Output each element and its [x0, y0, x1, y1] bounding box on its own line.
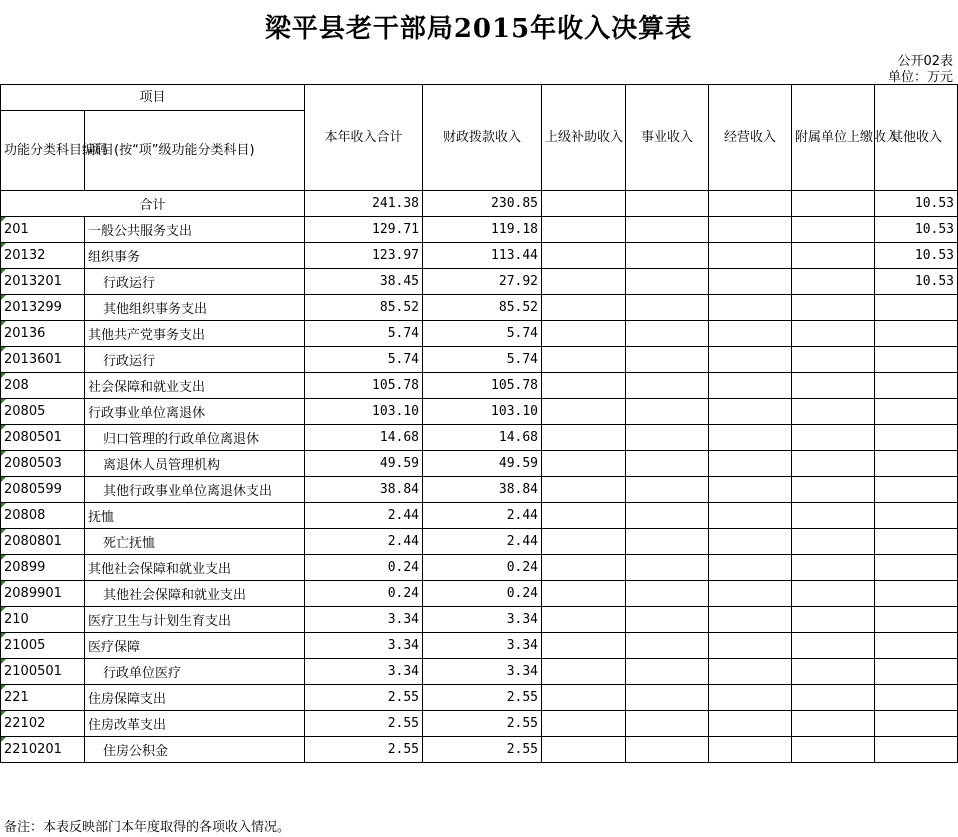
total-income-cell: 38.84 — [305, 477, 423, 503]
total-income-cell: 38.45 — [305, 269, 423, 295]
total-income-cell: 241.38 — [305, 191, 423, 217]
code-cell: 20899 — [1, 555, 85, 581]
affiliated-cell — [792, 347, 875, 373]
name-cell: 住房公积金 — [85, 737, 305, 763]
other-income-cell — [875, 399, 958, 425]
fiscal-cell: 2.44 — [423, 503, 542, 529]
fiscal-cell: 85.52 — [423, 295, 542, 321]
header-project-group: 项目 — [1, 85, 305, 111]
business-cell — [626, 581, 709, 607]
table-row — [1, 347, 958, 373]
affiliated-cell — [792, 555, 875, 581]
fiscal-cell: 38.84 — [423, 477, 542, 503]
superior-cell — [542, 555, 626, 581]
business-cell — [626, 243, 709, 269]
affiliated-cell — [792, 659, 875, 685]
header-func-code: 功能分类科目编码 — [1, 111, 85, 191]
table-row — [1, 373, 958, 399]
business-cell — [626, 685, 709, 711]
table-row — [1, 295, 958, 321]
total-label: 合计 — [1, 191, 305, 217]
operating-cell — [709, 321, 792, 347]
table-row — [1, 711, 958, 737]
fiscal-cell: 0.24 — [423, 581, 542, 607]
fiscal-cell: 27.92 — [423, 269, 542, 295]
operating-cell — [709, 581, 792, 607]
affiliated-cell — [792, 217, 875, 243]
superior-cell — [542, 503, 626, 529]
fiscal-cell: 3.34 — [423, 633, 542, 659]
total-income-cell: 5.74 — [305, 321, 423, 347]
total-income-cell: 0.24 — [305, 555, 423, 581]
total-fiscal-cell: 230.85 — [423, 191, 542, 217]
superior-cell — [542, 581, 626, 607]
name-cell: 一般公共服务支出 — [85, 217, 305, 243]
name-cell: 其他共产党事务支出 — [85, 321, 305, 347]
affiliated-cell — [792, 503, 875, 529]
total-other-cell: 10.53 — [875, 191, 958, 217]
code-cell: 20136 — [1, 321, 85, 347]
total-income-cell: 85.52 — [305, 295, 423, 321]
total-income-cell: 14.68 — [305, 425, 423, 451]
affiliated-cell — [792, 269, 875, 295]
code-cell: 2013601 — [1, 347, 85, 373]
fiscal-cell: 5.74 — [423, 347, 542, 373]
operating-cell — [709, 711, 792, 737]
table-row — [1, 425, 958, 451]
name-cell: 其他社会保障和就业支出 — [85, 555, 305, 581]
fiscal-cell: 2.55 — [423, 711, 542, 737]
operating-cell — [709, 373, 792, 399]
name-cell: 抚恤 — [85, 503, 305, 529]
income-table — [0, 84, 958, 763]
total-income-cell: 3.34 — [305, 633, 423, 659]
operating-cell — [709, 607, 792, 633]
operating-cell — [709, 451, 792, 477]
table-row — [1, 607, 958, 633]
total-affiliated-cell — [792, 191, 875, 217]
code-cell: 2100501 — [1, 659, 85, 685]
name-cell: 其他行政事业单位离退休支出 — [85, 477, 305, 503]
table-row — [1, 217, 958, 243]
unit-label: 单位：万元 — [887, 70, 953, 85]
business-cell — [626, 269, 709, 295]
business-cell — [626, 451, 709, 477]
other-income-cell — [875, 633, 958, 659]
table-row — [1, 633, 958, 659]
total-row — [1, 191, 958, 217]
code-cell: 2013201 — [1, 269, 85, 295]
table-row — [1, 685, 958, 711]
operating-cell — [709, 529, 792, 555]
table-row — [1, 737, 958, 763]
total-income-cell: 105.78 — [305, 373, 423, 399]
fiscal-cell: 0.24 — [423, 555, 542, 581]
operating-cell — [709, 659, 792, 685]
other-income-cell — [875, 425, 958, 451]
fiscal-cell: 3.34 — [423, 659, 542, 685]
total-operating-cell — [709, 191, 792, 217]
table-row — [1, 503, 958, 529]
business-cell — [626, 425, 709, 451]
header-business-income: 事业收入 — [626, 85, 709, 191]
business-cell — [626, 347, 709, 373]
total-income-cell: 0.24 — [305, 581, 423, 607]
business-cell — [626, 607, 709, 633]
total-income-cell: 2.55 — [305, 685, 423, 711]
name-cell: 住房保障支出 — [85, 685, 305, 711]
superior-cell — [542, 243, 626, 269]
other-income-cell — [875, 685, 958, 711]
table-row — [1, 581, 958, 607]
affiliated-cell — [792, 711, 875, 737]
code-cell: 2080599 — [1, 477, 85, 503]
code-cell: 20805 — [1, 399, 85, 425]
name-cell: 医疗保障 — [85, 633, 305, 659]
code-cell: 21005 — [1, 633, 85, 659]
code-cell: 201 — [1, 217, 85, 243]
business-cell — [626, 659, 709, 685]
business-cell — [626, 321, 709, 347]
fiscal-cell: 2.44 — [423, 529, 542, 555]
affiliated-cell — [792, 243, 875, 269]
superior-cell — [542, 659, 626, 685]
code-cell: 208 — [1, 373, 85, 399]
table-row — [1, 477, 958, 503]
other-income-cell — [875, 321, 958, 347]
operating-cell — [709, 555, 792, 581]
superior-cell — [542, 321, 626, 347]
total-income-cell: 3.34 — [305, 659, 423, 685]
code-cell: 2080503 — [1, 451, 85, 477]
fiscal-cell: 103.10 — [423, 399, 542, 425]
header-superior-subsidy: 上级补助收入 — [542, 85, 626, 191]
total-income-cell: 123.97 — [305, 243, 423, 269]
superior-cell — [542, 347, 626, 373]
other-income-cell: 10.53 — [875, 243, 958, 269]
total-income-cell: 2.55 — [305, 711, 423, 737]
superior-cell — [542, 425, 626, 451]
affiliated-cell — [792, 737, 875, 763]
affiliated-cell — [792, 685, 875, 711]
business-cell — [626, 529, 709, 555]
total-income-cell: 49.59 — [305, 451, 423, 477]
code-cell: 2080801 — [1, 529, 85, 555]
name-cell: 组织事务 — [85, 243, 305, 269]
total-income-cell: 2.44 — [305, 503, 423, 529]
fiscal-cell: 2.55 — [423, 685, 542, 711]
operating-cell — [709, 295, 792, 321]
affiliated-cell — [792, 607, 875, 633]
fiscal-cell: 2.55 — [423, 737, 542, 763]
total-income-cell: 129.71 — [305, 217, 423, 243]
other-income-cell — [875, 503, 958, 529]
code-cell: 221 — [1, 685, 85, 711]
operating-cell — [709, 347, 792, 373]
other-income-cell — [875, 659, 958, 685]
superior-cell — [542, 477, 626, 503]
name-cell: 其他社会保障和就业支出 — [85, 581, 305, 607]
table-row — [1, 243, 958, 269]
fiscal-cell: 3.34 — [423, 607, 542, 633]
other-income-cell — [875, 737, 958, 763]
name-cell: 住房改革支出 — [85, 711, 305, 737]
other-income-cell — [875, 347, 958, 373]
operating-cell — [709, 399, 792, 425]
business-cell — [626, 217, 709, 243]
name-cell: 归口管理的行政单位离退休 — [85, 425, 305, 451]
code-cell: 2013299 — [1, 295, 85, 321]
fiscal-cell: 113.44 — [423, 243, 542, 269]
business-cell — [626, 555, 709, 581]
code-cell: 2089901 — [1, 581, 85, 607]
footnote: 备注：本表反映部门本年度取得的各项收入情况。 — [4, 820, 291, 835]
affiliated-cell — [792, 633, 875, 659]
fiscal-cell: 49.59 — [423, 451, 542, 477]
total-business-cell — [626, 191, 709, 217]
operating-cell — [709, 503, 792, 529]
superior-cell — [542, 373, 626, 399]
report-title: 梁平县老干部局2015年收入决算表 — [264, 14, 693, 44]
total-income-cell: 5.74 — [305, 347, 423, 373]
header-fiscal-appropriation: 财政拨款收入 — [423, 85, 542, 191]
table-row — [1, 399, 958, 425]
superior-cell — [542, 529, 626, 555]
other-income-cell — [875, 555, 958, 581]
header-func-name: 项目(按“项”级功能分类科目) — [85, 111, 305, 191]
operating-cell — [709, 217, 792, 243]
operating-cell — [709, 425, 792, 451]
business-cell — [626, 737, 709, 763]
superior-cell — [542, 685, 626, 711]
code-cell: 210 — [1, 607, 85, 633]
header-operating-income: 经营收入 — [709, 85, 792, 191]
operating-cell — [709, 477, 792, 503]
other-income-cell — [875, 373, 958, 399]
superior-cell — [542, 451, 626, 477]
code-cell: 20808 — [1, 503, 85, 529]
business-cell — [626, 633, 709, 659]
table-row — [1, 555, 958, 581]
name-cell: 行政事业单位离退休 — [85, 399, 305, 425]
header-other-income: 其他收入 — [875, 85, 958, 191]
superior-cell — [542, 295, 626, 321]
code-cell: 20132 — [1, 243, 85, 269]
name-cell: 死亡抚恤 — [85, 529, 305, 555]
affiliated-cell — [792, 425, 875, 451]
superior-cell — [542, 217, 626, 243]
superior-cell — [542, 399, 626, 425]
total-income-cell: 103.10 — [305, 399, 423, 425]
affiliated-cell — [792, 581, 875, 607]
fiscal-cell: 14.68 — [423, 425, 542, 451]
other-income-cell — [875, 529, 958, 555]
header-affiliated-payment: 附属单位上缴收入 — [792, 85, 875, 191]
affiliated-cell — [792, 321, 875, 347]
operating-cell — [709, 633, 792, 659]
header-total-income: 本年收入合计 — [305, 85, 423, 191]
fiscal-cell: 5.74 — [423, 321, 542, 347]
other-income-cell — [875, 581, 958, 607]
other-income-cell — [875, 295, 958, 321]
table-row — [1, 269, 958, 295]
code-cell: 2210201 — [1, 737, 85, 763]
fiscal-cell: 105.78 — [423, 373, 542, 399]
form-code: 公开02表 — [897, 54, 953, 69]
table-row — [1, 659, 958, 685]
other-income-cell: 10.53 — [875, 269, 958, 295]
code-cell: 22102 — [1, 711, 85, 737]
total-income-cell: 3.34 — [305, 607, 423, 633]
operating-cell — [709, 737, 792, 763]
total-income-cell: 2.44 — [305, 529, 423, 555]
business-cell — [626, 477, 709, 503]
superior-cell — [542, 633, 626, 659]
other-income-cell — [875, 711, 958, 737]
name-cell: 社会保障和就业支出 — [85, 373, 305, 399]
operating-cell — [709, 269, 792, 295]
superior-cell — [542, 269, 626, 295]
business-cell — [626, 373, 709, 399]
other-income-cell — [875, 477, 958, 503]
fiscal-cell: 119.18 — [423, 217, 542, 243]
business-cell — [626, 399, 709, 425]
table-row — [1, 529, 958, 555]
name-cell: 医疗卫生与计划生育支出 — [85, 607, 305, 633]
table-row — [1, 321, 958, 347]
superior-cell — [542, 607, 626, 633]
table-row — [1, 451, 958, 477]
name-cell: 行政运行 — [85, 269, 305, 295]
affiliated-cell — [792, 399, 875, 425]
other-income-cell: 10.53 — [875, 217, 958, 243]
superior-cell — [542, 711, 626, 737]
business-cell — [626, 503, 709, 529]
name-cell: 离退休人员管理机构 — [85, 451, 305, 477]
code-cell: 2080501 — [1, 425, 85, 451]
name-cell: 其他组织事务支出 — [85, 295, 305, 321]
total-superior-cell — [542, 191, 626, 217]
business-cell — [626, 711, 709, 737]
affiliated-cell — [792, 451, 875, 477]
name-cell: 行政单位医疗 — [85, 659, 305, 685]
affiliated-cell — [792, 295, 875, 321]
name-cell: 行政运行 — [85, 347, 305, 373]
affiliated-cell — [792, 373, 875, 399]
business-cell — [626, 295, 709, 321]
operating-cell — [709, 685, 792, 711]
superior-cell — [542, 737, 626, 763]
other-income-cell — [875, 451, 958, 477]
total-income-cell: 2.55 — [305, 737, 423, 763]
affiliated-cell — [792, 477, 875, 503]
affiliated-cell — [792, 529, 875, 555]
other-income-cell — [875, 607, 958, 633]
operating-cell — [709, 243, 792, 269]
